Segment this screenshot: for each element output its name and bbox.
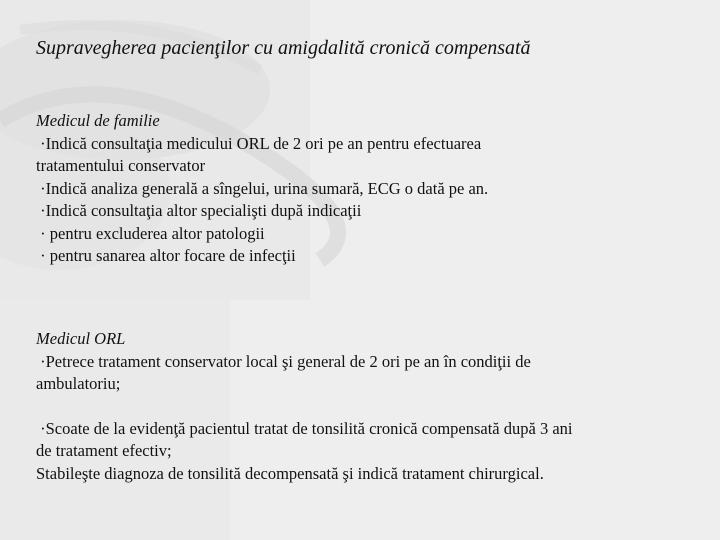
orl-doctor-line: ·Petrece tratament conservator local şi general de 2 ori pe an în condiţii de — [36, 351, 531, 371]
family-doctor-line: tratamentului conservator — [36, 156, 206, 175]
family-doctor-heading: Medicul de familie — [36, 111, 160, 130]
orl-doctor-line: ·Scoate de la evidenţă pacientul tratat de tonsilită cronică compensată după 3 ani — [36, 418, 573, 438]
family-doctor-section — [36, 110, 676, 268]
slide-title: Supravegherea pacienţilor cu amigdalită cronică compensată — [36, 37, 531, 59]
paragraph-gap — [36, 396, 676, 418]
family-doctor-line: · pentru excluderea altor patologii — [36, 223, 265, 243]
family-doctor-line: ·Indică consultaţia altor specialişti după indicaţii — [36, 201, 362, 220]
orl-doctor-heading: Medicul ORL — [36, 329, 126, 348]
family-doctor-line: ·Indică consultaţia medicului ORL de 2 ori pe an pentru efectuarea — [36, 133, 482, 153]
orl-doctor-line: ambulatoriu; — [36, 374, 121, 393]
orl-doctor-line: Stabileşte diagnoza de tonsilită decompensată şi indică tratament chirurgical. — [36, 463, 544, 483]
family-doctor-line: · pentru sanarea altor focare de infecţii — [36, 246, 296, 265]
orl-doctor-section — [36, 328, 676, 485]
family-doctor-line: ·Indică analiza generală a sîngelui, urina sumară, ECG o dată pe an. — [36, 178, 489, 198]
orl-doctor-line: de tratament efectiv; — [36, 441, 172, 460]
